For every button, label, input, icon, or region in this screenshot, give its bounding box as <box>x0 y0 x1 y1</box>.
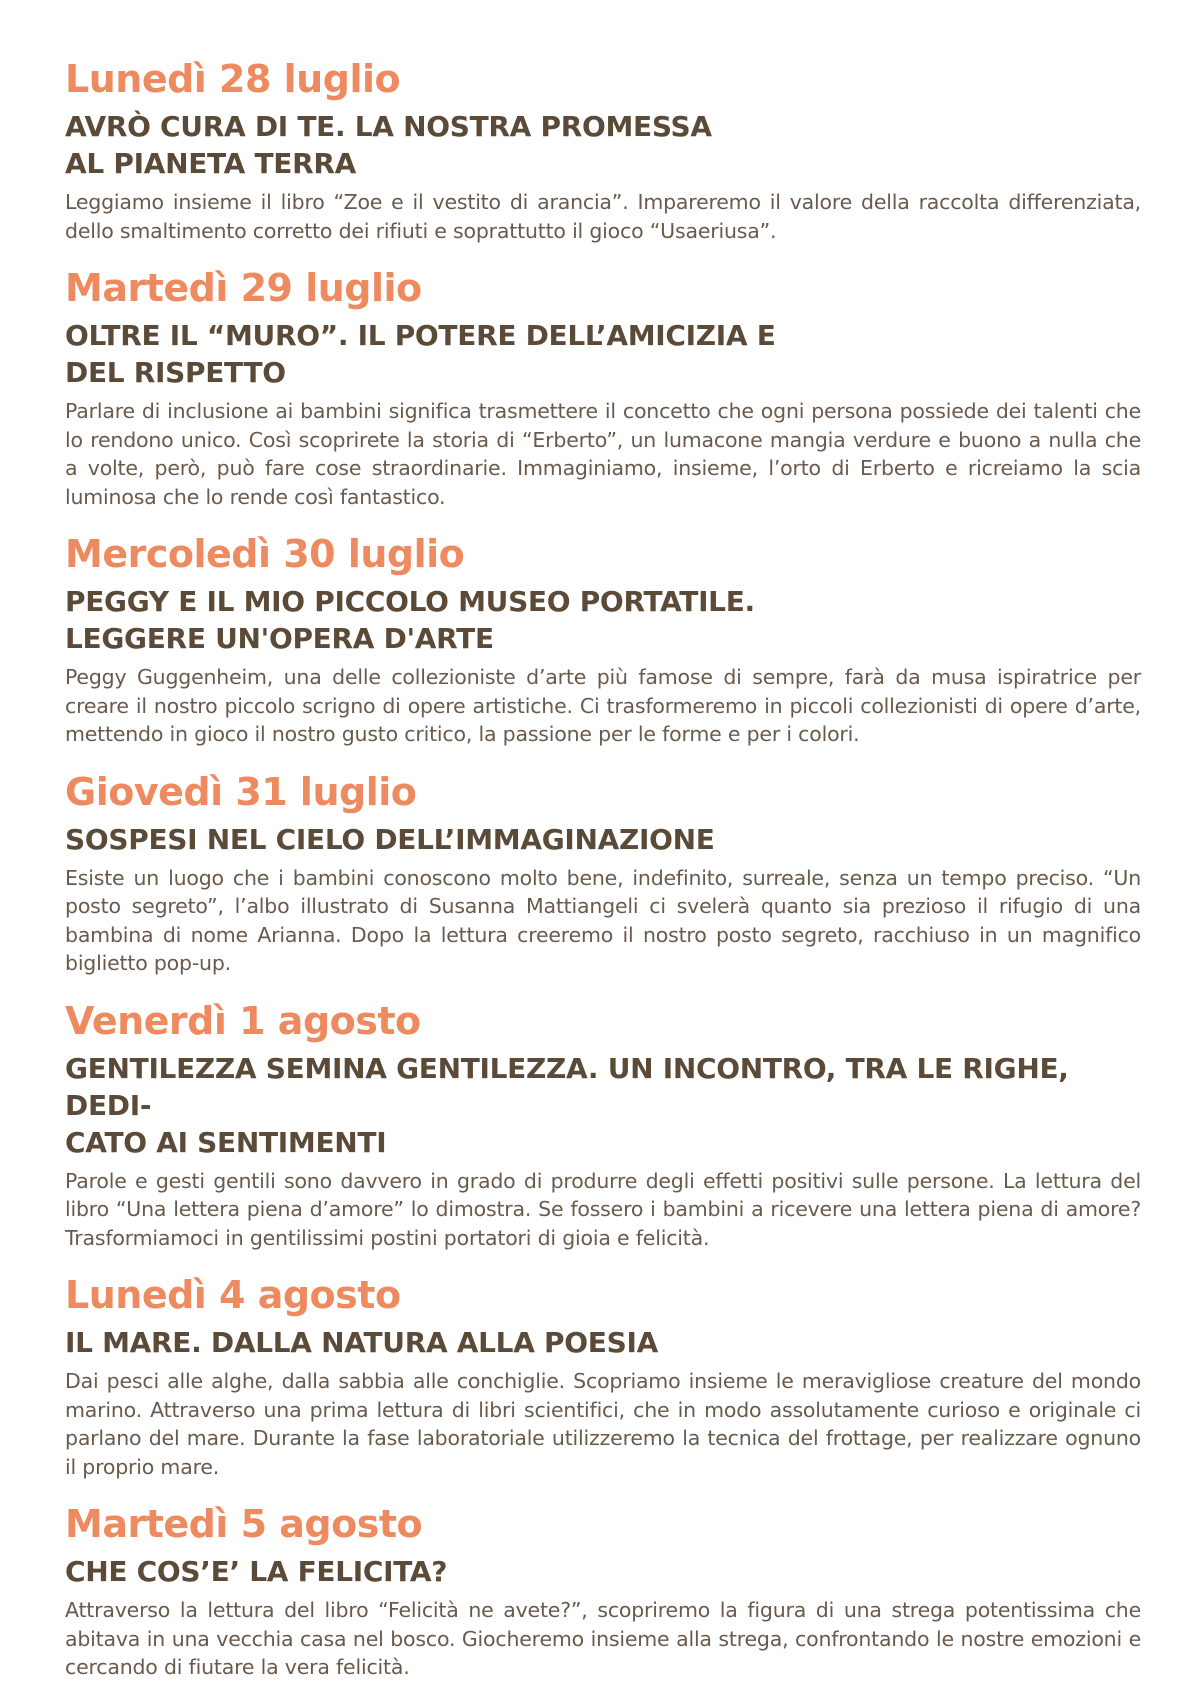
event-title-line: PEGGY E IL MIO PICCOLO MUSEO PORTATILE. <box>65 585 755 618</box>
event-description: Parole e gesti gentili sono davvero in grado di produrre degli effetti positivi sulle persone. La lettura del libro “Una lettera piena d’amore” lo dimostra. Se fossero i bambini a ricevere una lettera piena di amore? Trasformiamoci in gentilissimi postini portatori di gioia e felicità. <box>65 1168 1141 1250</box>
event-title-line: CHE COS’E’ LA FELICITA? <box>65 1555 448 1588</box>
event-title <box>65 583 1141 657</box>
event-entry <box>65 769 1141 978</box>
event-title <box>65 1050 1141 1161</box>
event-title <box>65 108 1141 182</box>
event-description: Leggiamo insieme il libro “Zoe e il vestito di arancia”. Impareremo il valore della raccolta differenziata, dello smaltimento corretto dei rifiuti e soprattutto il gioco “Usaeriusa”. <box>65 190 1141 243</box>
event-title-line: AL PIANETA TERRA <box>65 147 356 180</box>
event-title <box>65 821 1141 858</box>
event-date: Martedì 29 luglio <box>65 266 422 310</box>
event-entry <box>65 1501 1141 1682</box>
event-title <box>65 1553 1141 1590</box>
event-title-line: DEL RISPETTO <box>65 356 286 389</box>
event-title-line: OLTRE IL “MURO”. IL POTERE DELL’AMICIZIA E <box>65 319 776 352</box>
event-title-line: IL MARE. DALLA NATURA ALLA POESIA <box>65 1326 658 1359</box>
event-title-line: AVRÒ CURA DI TE. LA NOSTRA PROMESSA <box>65 110 712 143</box>
event-entry <box>65 1272 1141 1481</box>
event-date: Lunedì 28 luglio <box>65 57 401 101</box>
event-date: Martedì 5 agosto <box>65 1502 423 1546</box>
event-date: Mercoledì 30 luglio <box>65 532 465 576</box>
event-description: Parlare di inclusione ai bambini significa trasmettere il concetto che ogni persona possiede dei talenti che lo rendono unico. Così scoprirete la storia di “Erberto”, un lumacone mangia verdure e buono a nulla che a volte, però, può fare cose straordinarie. Immaginiamo, insieme, l’orto di Erberto e ricreiamo la scia luminosa che lo rende così fantastico. <box>65 399 1141 509</box>
event-title-line: SOSPESI NEL CIELO DELL’IMMAGINAZIONE <box>65 822 715 856</box>
event-date: Giovedì 31 luglio <box>65 769 417 814</box>
event-date: Lunedì 4 agosto <box>65 1273 401 1317</box>
event-title <box>65 317 1141 391</box>
event-entry <box>65 998 1141 1253</box>
event-description: Attraverso la lettura del libro “Felicità ne avete?”, scopriremo la figura di una strega potentissima che abitava in una vecchia casa nel bosco. Giocheremo insieme alla strega, confrontando le nostre emozioni e cercando di fiutare la vera felicità. <box>65 1598 1141 1679</box>
event-entry <box>65 531 1141 749</box>
event-description: Peggy Guggenheim, una delle collezioniste d’arte più famose di sempre, farà da musa ispiratrice per creare il nostro piccolo scrigno di opere artistiche. Ci trasformeremo in piccoli collezionisti di opere d’arte, mettendo in gioco il nostro gusto critico, la passione per le forme e per i colori. <box>65 665 1141 746</box>
event-title-line: GENTILEZZA SEMINA GENTILEZZA. UN INCONTRO, TRA LE RIGHE, DEDI- <box>65 1051 1069 1122</box>
event-description: Dai pesci alle alghe, dalla sabbia alle conchiglie. Scopriamo insieme le meravigliose creature del mondo marino. Attraverso una prima lettura di libri scientifici, che in modo assolutamente curioso e originale ci parlano del mare. Durante la fase laboratoriale utilizzeremo la tecnica del frottage, per realizzare ognuno il proprio mare. <box>65 1369 1141 1479</box>
event-description: Esiste un luogo che i bambini conoscono molto bene, indefinito, surreale, senza un tempo preciso. “Un posto segreto”, l’albo illustrato di Susanna Mattiangeli ci svelerà quanto sia prezioso il rifugio di una bambina di nome Arianna. Dopo la lettura creeremo il nostro posto segreto, racchiuso in un magnifico biglietto pop-up. <box>65 865 1141 975</box>
event-entry <box>65 265 1141 511</box>
event-schedule <box>65 56 1141 1702</box>
event-title-line: CATO AI SENTIMENTI <box>65 1125 387 1159</box>
event-title-line: LEGGERE UN'OPERA D'ARTE <box>65 622 494 655</box>
event-entry <box>65 56 1141 245</box>
event-title <box>65 1324 1141 1361</box>
event-date: Venerdì 1 agosto <box>65 998 421 1043</box>
